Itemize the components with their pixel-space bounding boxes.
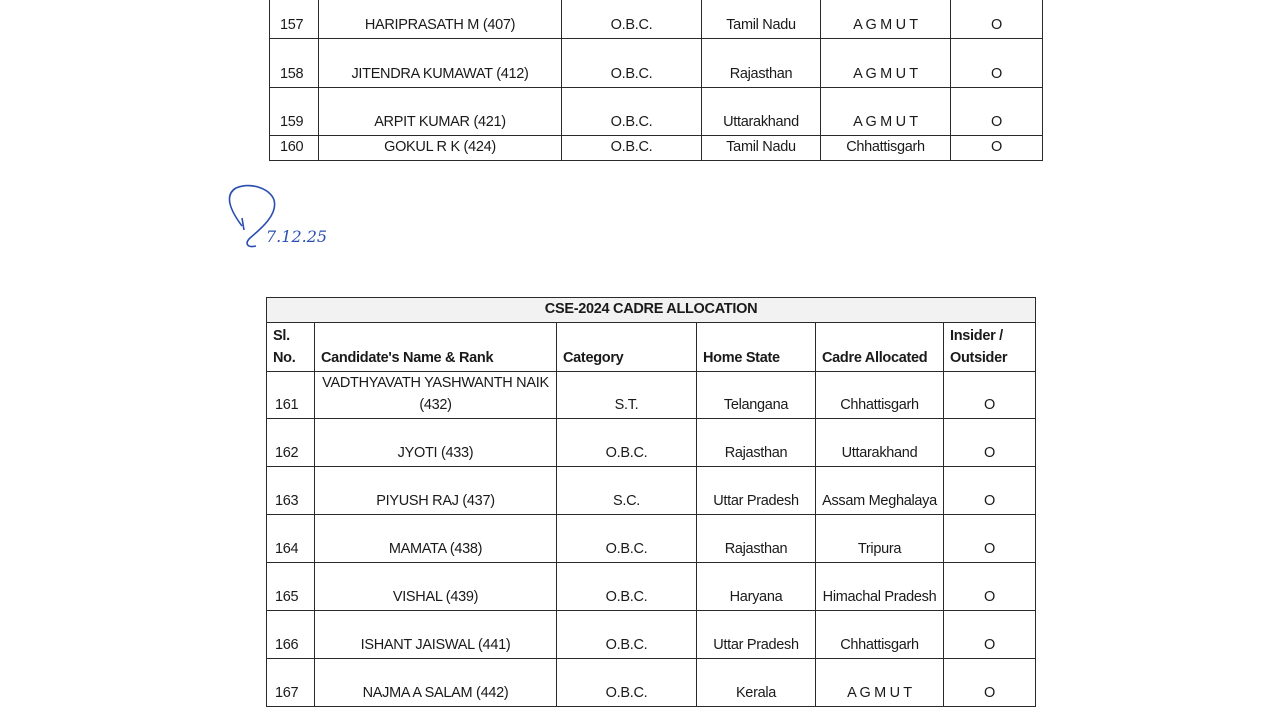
cell-name: GOKUL R K (424) [319, 136, 562, 161]
cell-name: JITENDRA KUMAWAT (412) [319, 39, 562, 88]
header-insider: Insider / Outsider [944, 323, 1036, 372]
cell-category: O.B.C. [557, 659, 697, 707]
cell-category: O.B.C. [557, 611, 697, 659]
cell-cadre: A G M U T [816, 659, 944, 707]
cell-cadre: Chhattisgarh [816, 372, 944, 419]
cell-sl: 162 [267, 419, 315, 467]
cell-cadre: Himachal Pradesh [816, 563, 944, 611]
header-name: Candidate's Name & Rank [315, 323, 557, 372]
cell-insider: O [944, 467, 1036, 515]
cell-category: S.C. [557, 467, 697, 515]
cell-insider: O [951, 88, 1043, 136]
cell-name: VADTHYAVATH YASHWANTH NAIK (432) [315, 372, 557, 419]
cell-sl: 167 [267, 659, 315, 707]
cell-name: HARIPRASATH M (407) [319, 0, 562, 39]
table-row [270, 88, 1043, 136]
cell-category: S.T. [557, 372, 697, 419]
cell-sl: 164 [267, 515, 315, 563]
cell-cadre: Assam Meghalaya [816, 467, 944, 515]
cell-name: MAMATA (438) [315, 515, 557, 563]
cell-category: O.B.C. [557, 419, 697, 467]
cell-name: JYOTI (433) [315, 419, 557, 467]
table-row [267, 372, 1036, 419]
cell-sl: 165 [267, 563, 315, 611]
cadre-allocation-table [266, 297, 1036, 707]
cell-name: ARPIT KUMAR (421) [319, 88, 562, 136]
table-row [270, 136, 1043, 161]
cell-sl: 159 [270, 88, 319, 136]
cell-cadre: A G M U T [821, 0, 951, 39]
table-row [267, 611, 1036, 659]
cell-insider: O [951, 39, 1043, 88]
header-sl: Sl. No. [267, 323, 315, 372]
cell-cadre: A G M U T [821, 39, 951, 88]
cell-name: NAJMA A SALAM (442) [315, 659, 557, 707]
cell-cadre: A G M U T [821, 88, 951, 136]
header-home-state: Home State [697, 323, 816, 372]
cell-home-state: Rajasthan [702, 39, 821, 88]
cell-name: ISHANT JAISWAL (441) [315, 611, 557, 659]
cell-home-state: Tamil Nadu [702, 136, 821, 161]
cell-cadre: Chhattisgarh [821, 136, 951, 161]
cell-category: O.B.C. [562, 136, 702, 161]
cell-insider: O [944, 563, 1036, 611]
cell-home-state: Kerala [697, 659, 816, 707]
cell-insider: O [944, 659, 1036, 707]
table-row [267, 659, 1036, 707]
table-row [270, 0, 1043, 39]
cell-home-state: Uttar Pradesh [697, 467, 816, 515]
table-row [270, 39, 1043, 88]
cell-category: O.B.C. [562, 39, 702, 88]
cell-home-state: Haryana [697, 563, 816, 611]
cell-sl: 161 [267, 372, 315, 419]
cell-sl: 158 [270, 39, 319, 88]
cell-cadre: Tripura [816, 515, 944, 563]
header-category: Category [557, 323, 697, 372]
cell-sl: 163 [267, 467, 315, 515]
cell-sl: 160 [270, 136, 319, 161]
cell-insider: O [951, 0, 1043, 39]
table-row [267, 467, 1036, 515]
cell-insider: O [951, 136, 1043, 161]
cell-name: PIYUSH RAJ (437) [315, 467, 557, 515]
cell-insider: O [944, 419, 1036, 467]
cell-category: O.B.C. [562, 0, 702, 39]
cell-home-state: Uttar Pradesh [697, 611, 816, 659]
table-row [267, 563, 1036, 611]
cell-insider: O [944, 611, 1036, 659]
cell-insider: O [944, 372, 1036, 419]
cell-name: VISHAL (439) [315, 563, 557, 611]
cell-insider: O [944, 515, 1036, 563]
cell-home-state: Rajasthan [697, 515, 816, 563]
table-title: CSE-2024 CADRE ALLOCATION [267, 298, 1036, 323]
cell-home-state: Uttarakhand [702, 88, 821, 136]
cell-category: O.B.C. [562, 88, 702, 136]
handwritten-signature [222, 180, 352, 260]
cell-category: O.B.C. [557, 515, 697, 563]
cell-category: O.B.C. [557, 563, 697, 611]
cell-sl: 166 [267, 611, 315, 659]
table-row [267, 419, 1036, 467]
cell-home-state: Rajasthan [697, 419, 816, 467]
cell-sl: 157 [270, 0, 319, 39]
cell-home-state: Telangana [697, 372, 816, 419]
signature-date: 7.12.25 [266, 227, 328, 246]
cell-cadre: Chhattisgarh [816, 611, 944, 659]
allocation-table-continued [269, 0, 1043, 161]
cell-cadre: Uttarakhand [816, 419, 944, 467]
table-row [267, 515, 1036, 563]
header-cadre: Cadre Allocated [816, 323, 944, 372]
cell-home-state: Tamil Nadu [702, 0, 821, 39]
